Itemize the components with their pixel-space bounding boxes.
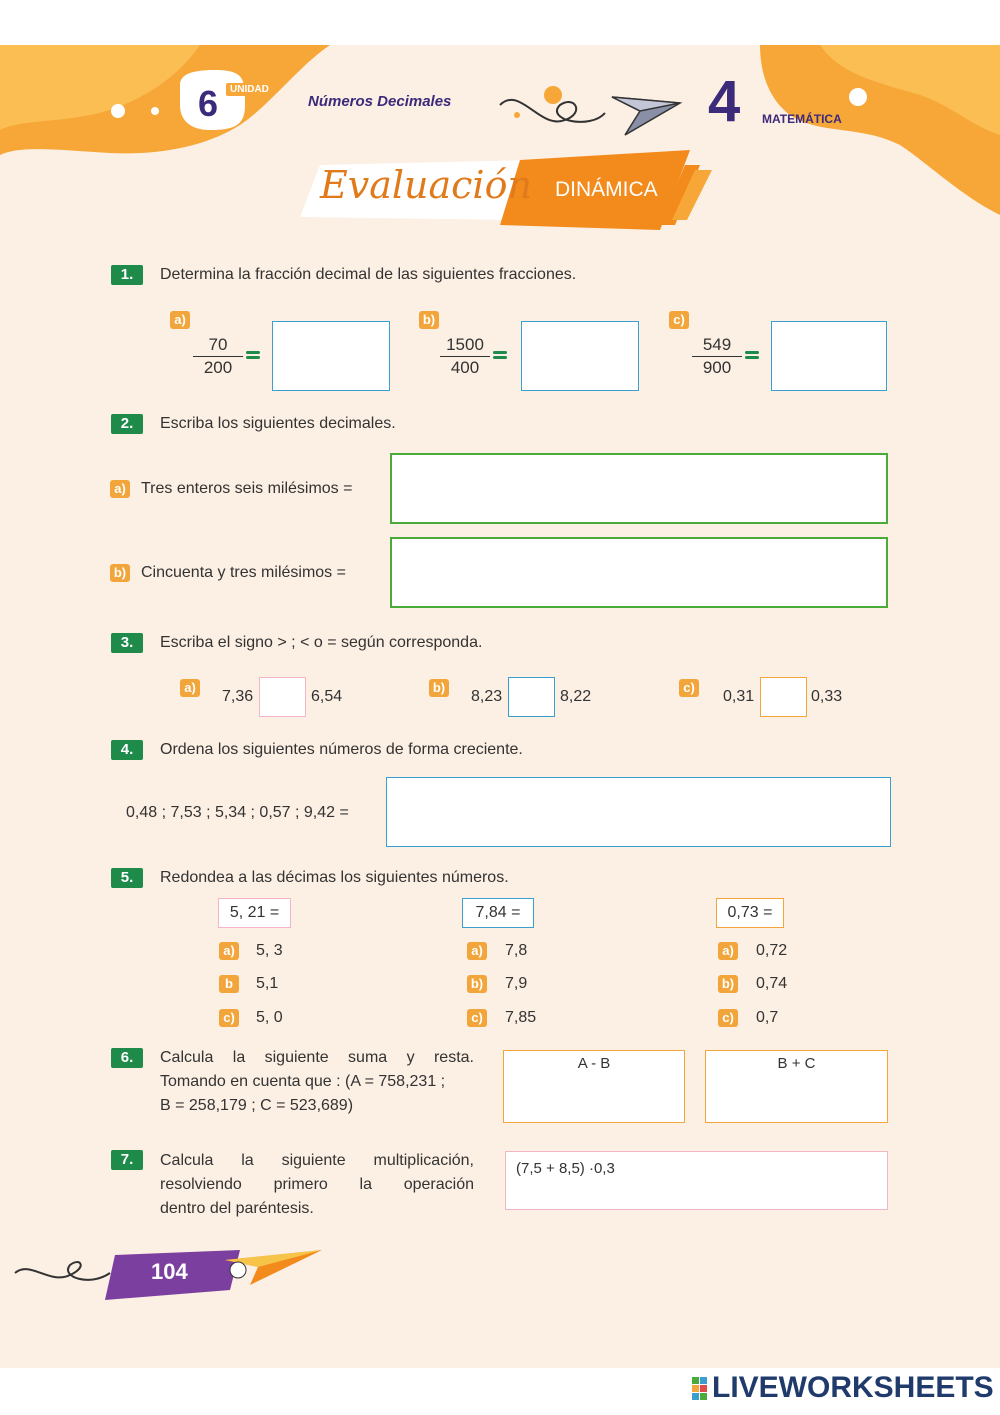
q2-b-letter: b)	[110, 564, 130, 582]
q3-c-left: 0,31	[723, 688, 755, 705]
q7-number: 7.	[111, 1150, 143, 1170]
q3-c-letter: c)	[679, 679, 699, 697]
q3-a-letter: a)	[180, 679, 200, 697]
q4-answer-box[interactable]	[386, 777, 891, 847]
q1-a-letter: a)	[170, 311, 190, 329]
q3-number: 3.	[111, 633, 143, 653]
q3-b-sign-box[interactable]	[508, 677, 555, 717]
q5-g2-c-value[interactable]: 7,85	[505, 1009, 537, 1026]
q5-number: 5.	[111, 868, 143, 888]
q3-b-left: 8,23	[471, 688, 503, 705]
q5-g3-b-value[interactable]: 0,74	[756, 975, 788, 992]
q7-line-1: Calcula la siguiente multiplicación,	[160, 1152, 474, 1169]
q3-b-right: 8,22	[560, 688, 592, 705]
banner-title: Evaluación	[320, 163, 532, 207]
q1-number: 1.	[111, 265, 143, 285]
liveworksheets-logo-icon	[692, 1377, 708, 1401]
equals-icon	[246, 350, 260, 360]
q6-number: 6.	[111, 1048, 143, 1068]
q1-b-numerator: 1500	[440, 335, 490, 357]
q3-c-sign-box[interactable]	[760, 677, 807, 717]
worksheet-page	[0, 45, 1000, 1368]
q5-g3-b-letter[interactable]: b)	[718, 975, 738, 993]
q5-g1-a-letter[interactable]: a)	[219, 942, 239, 960]
q5-g1-c-value[interactable]: 5, 0	[256, 1009, 283, 1026]
q1-text: Determina la fracción decimal de las siguientes fracciones.	[160, 266, 577, 283]
q2-a-letter: a)	[110, 480, 130, 498]
q7-line-2: resolviendo primero la operación	[160, 1176, 474, 1193]
q3-a-sign-box[interactable]	[259, 677, 306, 717]
q5-g3-a-letter[interactable]: a)	[718, 942, 738, 960]
grade-number: 4	[708, 69, 741, 134]
equals-icon	[493, 350, 507, 360]
q6-b-plus-c-box[interactable]	[705, 1050, 888, 1123]
q6-box2-title: B + C	[777, 1055, 816, 1072]
q6-line-3: B = 258,179 ; C = 523,689)	[160, 1097, 354, 1114]
q7-line-3: dentro del paréntesis.	[160, 1200, 314, 1217]
q1-c-answer-box[interactable]	[771, 321, 887, 391]
subject-label: MATEMÁTICA	[762, 112, 842, 126]
q2-number: 2.	[111, 414, 143, 434]
q1-a-numerator: 70	[193, 335, 243, 357]
q2-a-label: Tres enteros seis milésimos =	[141, 480, 353, 497]
q6-line-2: Tomando en cuenta que : (A = 758,231 ;	[160, 1073, 446, 1090]
q1-c-fraction	[692, 335, 742, 378]
q1-b-denominator: 400	[450, 358, 480, 377]
q6-a-minus-b-box[interactable]	[503, 1050, 685, 1123]
q1-a-answer-box[interactable]	[272, 321, 390, 391]
q6-box1-title: A - B	[577, 1055, 611, 1072]
q1-b-answer-box[interactable]	[521, 321, 639, 391]
topic-title: Números Decimales	[308, 93, 452, 110]
unit-label: UNIDAD	[226, 83, 273, 96]
q3-a-right: 6,54	[311, 688, 343, 705]
q5-g3-a-value[interactable]: 0,72	[756, 942, 788, 959]
q3-b-letter: b)	[429, 679, 449, 697]
q5-g1-a-value[interactable]: 5, 3	[256, 942, 283, 959]
q6-text	[160, 1046, 474, 1118]
q5-g2-prompt: 7,84 =	[462, 898, 534, 928]
q7-expression: (7,5 + 8,5) ·0,3	[516, 1160, 615, 1177]
q1-c-numerator: 549	[692, 335, 742, 357]
q1-c-denominator: 900	[702, 358, 732, 377]
q5-g3-c-letter[interactable]: c)	[718, 1009, 738, 1027]
q4-number: 4.	[111, 740, 143, 760]
q5-g1-b-letter[interactable]: b	[219, 975, 239, 993]
q7-answer-box[interactable]	[505, 1151, 888, 1210]
q2-text: Escriba los siguientes decimales.	[160, 415, 396, 432]
q5-g3-c-value[interactable]: 0,7	[756, 1009, 779, 1026]
q6-line-1: Calcula la siguiente suma y resta.	[160, 1049, 474, 1066]
liveworksheets-brand[interactable]: LIVEWORKSHEETS	[712, 1371, 994, 1404]
q1-b-fraction	[440, 335, 490, 378]
q3-text: Escriba el signo > ; < o = según corresponda.	[160, 634, 483, 651]
q3-a-left: 7,36	[222, 688, 254, 705]
unit-number: 6	[198, 83, 219, 124]
q5-g1-prompt: 5, 21 =	[218, 898, 291, 928]
q5-g1-b-value[interactable]: 5,1	[256, 975, 279, 992]
q7-text	[160, 1149, 474, 1221]
q4-text: Ordena los siguientes números de forma creciente.	[160, 741, 523, 758]
q5-g1-c-letter[interactable]: c)	[219, 1009, 239, 1027]
q5-g2-a-letter[interactable]: a)	[467, 942, 487, 960]
page-number: 104	[151, 1259, 188, 1284]
q2-b-label: Cincuenta y tres milésimos =	[141, 564, 346, 581]
banner-subtitle: DINÁMICA	[555, 178, 658, 201]
q2-a-answer-box[interactable]	[390, 453, 888, 524]
q2-b-answer-box[interactable]	[390, 537, 888, 608]
q5-g3-prompt: 0,73 =	[716, 898, 784, 928]
q4-number-list: 0,48 ; 7,53 ; 5,34 ; 0,57 ; 9,42 =	[126, 804, 349, 821]
q1-b-letter: b)	[419, 311, 439, 329]
q5-g2-b-value[interactable]: 7,9	[505, 975, 528, 992]
q5-g2-a-value[interactable]: 7,8	[505, 942, 528, 959]
q5-text: Redondea a las décimas los siguientes números.	[160, 869, 509, 886]
q1-c-letter: c)	[669, 311, 689, 329]
q5-g2-c-letter[interactable]: c)	[467, 1009, 487, 1027]
q1-a-denominator: 200	[203, 358, 233, 377]
equals-icon	[745, 350, 759, 360]
q3-c-right: 0,33	[811, 688, 843, 705]
q5-g2-b-letter[interactable]: b)	[467, 975, 487, 993]
q1-a-fraction	[193, 335, 243, 378]
